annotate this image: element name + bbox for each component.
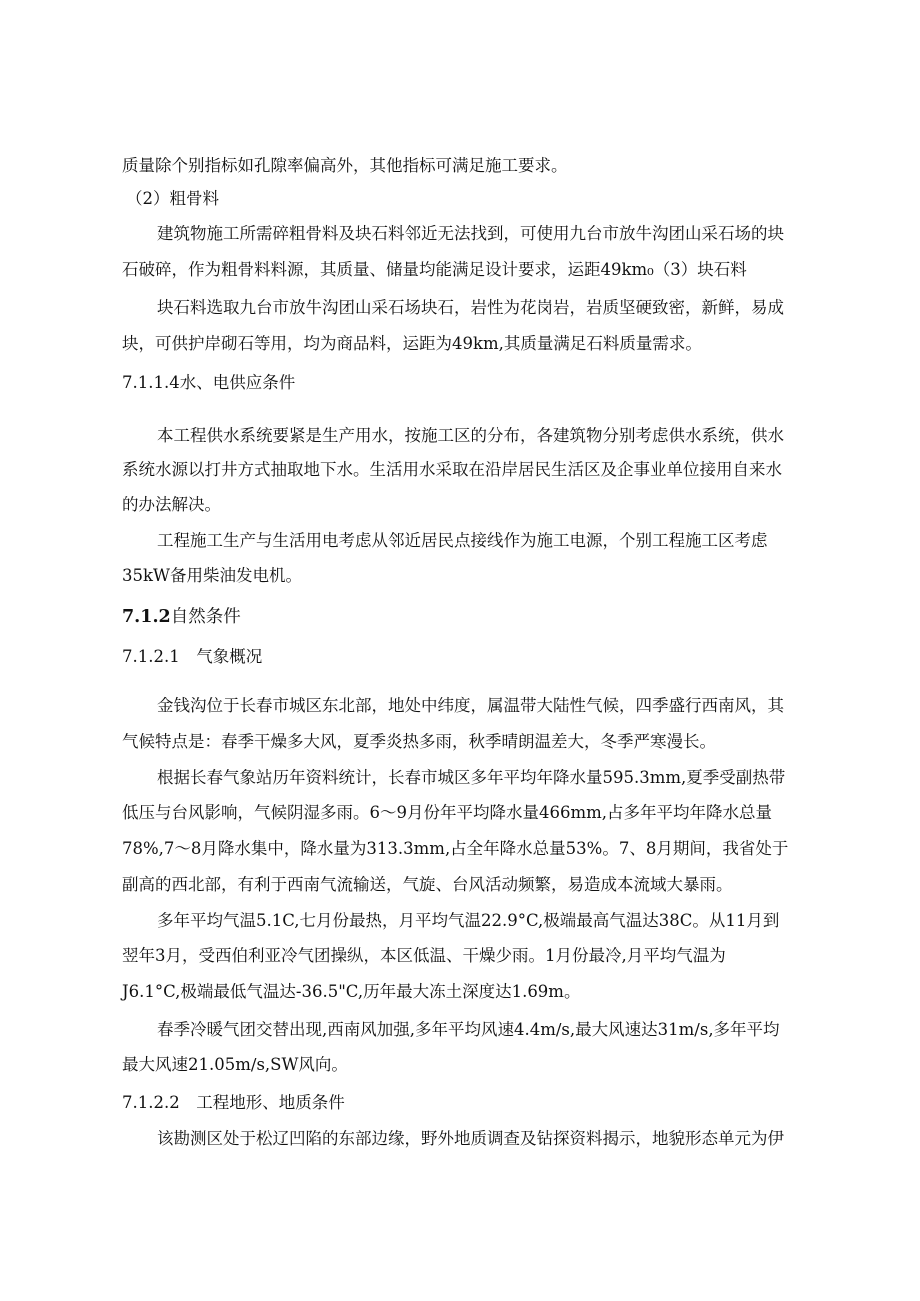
section-number: 7.1.2 [122,607,171,627]
paragraph-line: 根据长春气象站历年资料统计，长春市城区多年平均年降水量595.3mm,夏季受副热带 [157,768,786,787]
paragraph-line: 副高的西北部，有利于西南气流输送，气旋、台风活动频繁，易造成本流域大暴雨。 [122,875,733,894]
section-heading-7-1-1-4: 7.1.1.4水、电供应条件 [122,373,296,392]
subheading-coarse-aggregate: （2）粗骨料 [126,189,219,208]
paragraph-line: 低压与台风影响，气候阴湿多雨。6～9月份年平均降水量466mm,占多年平均年降水总量 [122,803,773,822]
paragraph-line: 春季冷暖气团交替出现,西南风加强,多年平均风速4.4m∕s,最大风速达31m∕s,多年平均 [157,1020,780,1039]
paragraph-line: 金钱沟位于长春市城区东北部，地处中纬度，属温带大陆性气候，四季盛行西南风，其 [157,696,784,715]
paragraph-line: 翌年3月，受西伯利亚冷气团操纵，本区低温、干燥少雨。1月份最冷,月平均气温为 [122,946,726,965]
paragraph-line: 35kW备用柴油发电机。 [122,566,302,585]
section-heading-7-1-2 [122,606,241,628]
paragraph-line: 最大风速21.05m∕s,SW风向。 [122,1055,348,1074]
paragraph-line: 多年平均气温5.1C,七月份最热，月平均气温22.9°C,极端最高气温达38C。从11月到 [157,911,780,930]
paragraph-line: 本工程供水系统要紧是生产用水，按施工区的分布，各建筑物分别考虑供水系统，供水 [157,426,784,445]
paragraph-line: J6.1°C,极端最低气温达-36.5"C,历年最大冻土深度达1.69m。 [122,982,581,1001]
paragraph-line: 建筑物施工所需碎粗骨料及块石料邻近无法找到，可使用九台市放牛沟团山采石场的块 [157,224,784,243]
paragraph-line: 的办法解决。 [122,495,221,514]
paragraph-line: 系统水源以打井方式抽取地下水。生活用水采取在沿岸居民生活区及企事业单位接用自来水 [122,460,782,479]
paragraph-line: 块石料选取九台市放牛沟团山采石场块石，岩性为花岗岩，岩质坚硬致密，新鲜，易成 [157,298,784,317]
paragraph-line: 气候特点是：春季干燥多大风，夏季炎热多雨，秋季晴朗温差大，冬季严寒漫长。 [122,732,716,751]
section-heading-7-1-2-1: 7.1.2.1 气象概况 [122,647,263,666]
paragraph-line: 78%,7～8月降水集中，降水量为313.3mm,占全年降水总量53%。7、8月期间，我省处于 [122,839,789,858]
section-title: 自然条件 [170,607,241,627]
paragraph-line: 工程施工生产与生活用电考虑从邻近居民点接线作为施工电源，个别工程施工区考虑 [157,531,768,550]
paragraph-line: 石破碎，作为粗骨料料源，其质量、储量均能满足设计要求，运距49km₀（3）块石料 [122,260,747,279]
paragraph-line: 块，可供护岸砌石等用，均为商品料，运距为49km,其质量满足石料质量需求。 [122,334,702,353]
paragraph-line: 该勘测区处于松辽凹陷的东部边缘，野外地质调查及钻探资料揭示，地貌形态单元为伊 [157,1129,784,1148]
section-heading-7-1-2-2: 7.1.2.2 工程地形、地质条件 [122,1093,345,1112]
paragraph-line: 质量除个别指标如孔隙率偏高外，其他指标可满足施工要求。 [122,156,568,175]
